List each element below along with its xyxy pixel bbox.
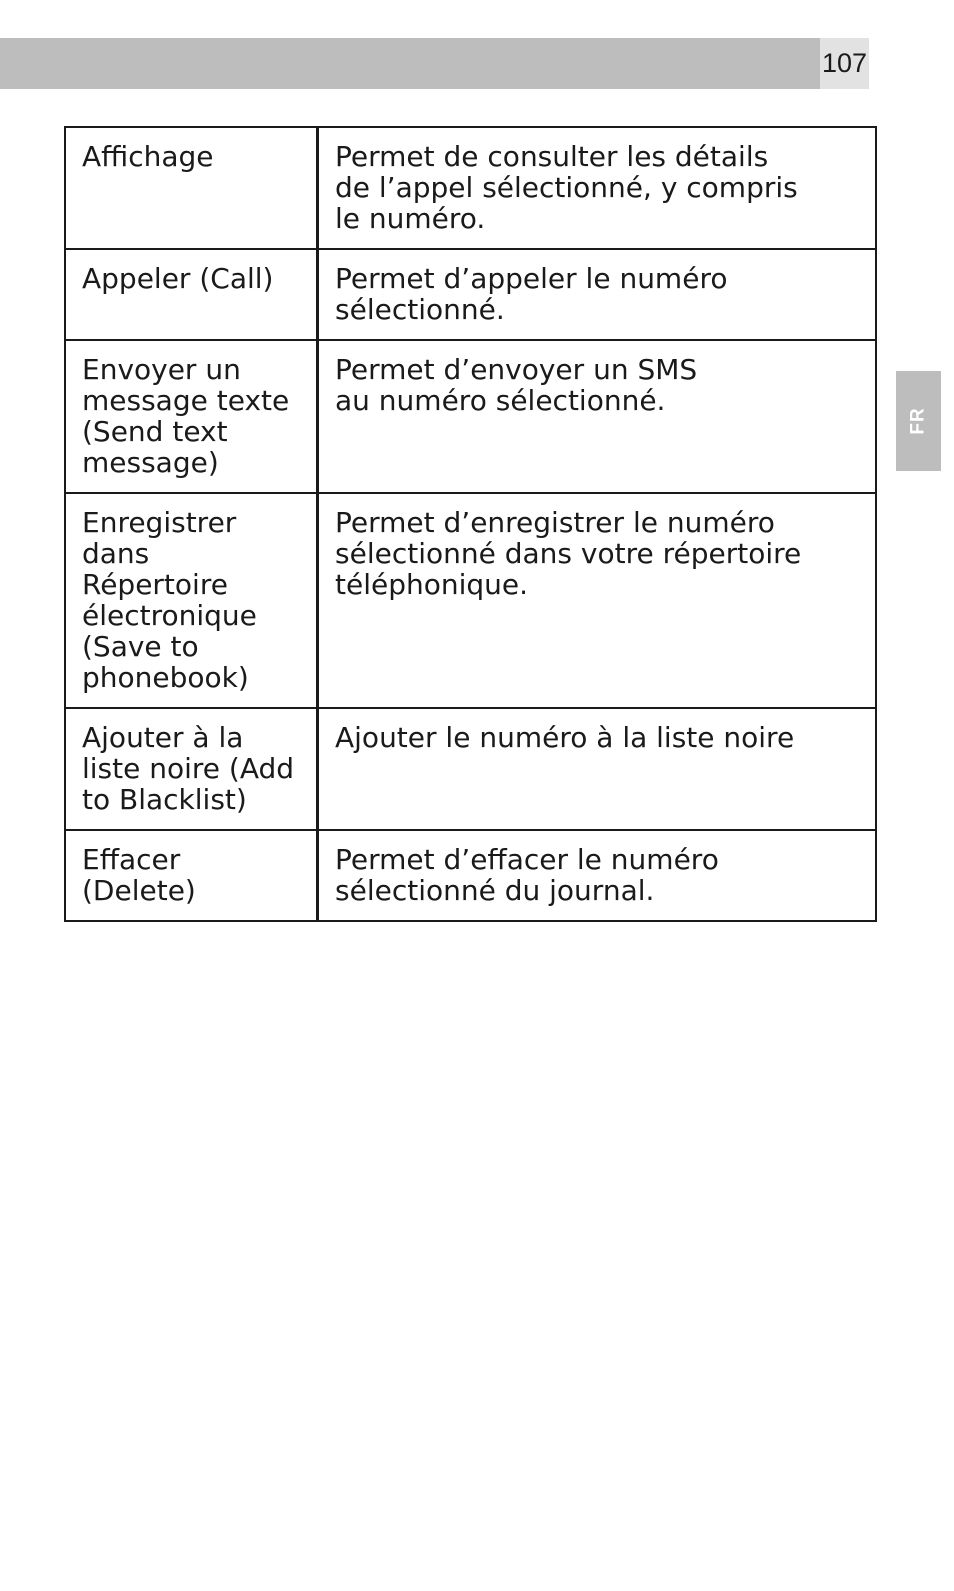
option-name: Envoyer un message texte (Send text message) — [65, 340, 318, 493]
option-name: Ajouter à la liste noire (Add to Blacklist) — [65, 708, 318, 830]
table-row — [65, 708, 876, 830]
option-description: Permet d’appeler le numéro sélectionné. — [318, 249, 877, 340]
language-tab-label: FR — [907, 407, 929, 435]
option-description: Permet d’effacer le numéro sélectionné du journal. — [318, 830, 877, 921]
header-bar — [0, 38, 820, 89]
table-row — [65, 830, 876, 921]
option-name: Effacer (Delete) — [65, 830, 318, 921]
page-number — [820, 38, 869, 89]
option-description: Permet d’enregistrer le numéro sélectionné dans votre répertoire téléphonique. — [318, 493, 877, 708]
option-description: Ajouter le numéro à la liste noire — [318, 708, 877, 830]
option-name: Enregistrer dans Répertoire électronique (Save to phonebook) — [65, 493, 318, 708]
table-row — [65, 127, 876, 249]
table-row — [65, 493, 876, 708]
option-description: Permet d’envoyer un SMS au numéro sélectionné. — [318, 340, 877, 493]
language-tab — [896, 371, 941, 471]
table-row — [65, 249, 876, 340]
options-table — [64, 126, 877, 922]
table-row — [65, 340, 876, 493]
option-name: Affichage — [65, 127, 318, 249]
option-name: Appeler (Call) — [65, 249, 318, 340]
page-number-text: 107 — [821, 48, 868, 78]
option-description: Permet de consulter les détails de l’appel sélectionné, y compris le numéro. — [318, 127, 877, 249]
